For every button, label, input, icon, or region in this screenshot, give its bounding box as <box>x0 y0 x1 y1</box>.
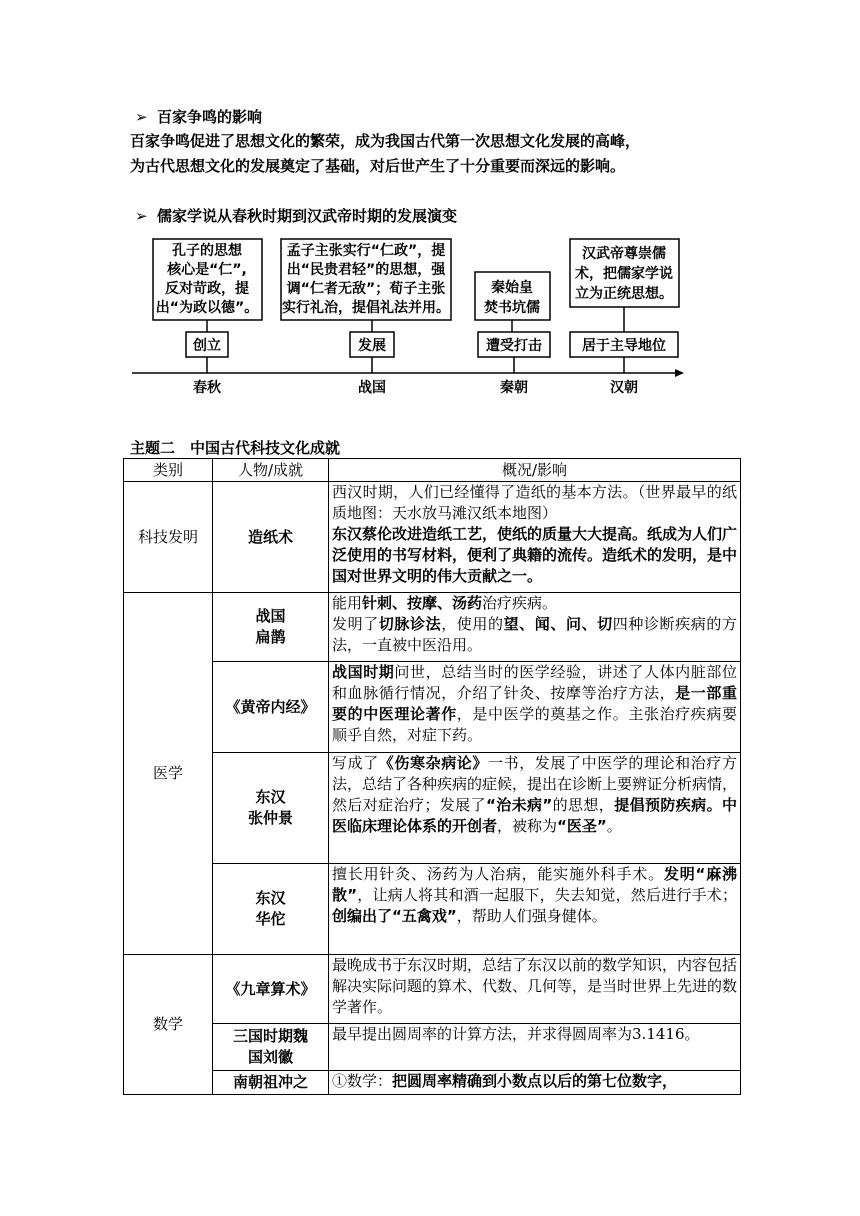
note-text: 出“民贵君轻”的思想，强 <box>286 262 446 278</box>
desc-text: 一书，发展了中医学的理论和治疗方法，总结了各种疾病的症候，提出在诊断上要辨证分析病情，然后对症治疗；发展了 <box>332 754 738 814</box>
item-line: 东汉 <box>255 889 286 907</box>
desc-bold-text: 针刺、按摩、汤药 <box>362 594 483 612</box>
item-line: 华佗 <box>255 910 286 928</box>
item-line: 张仲景 <box>247 809 293 827</box>
note-text: 焚书坑儒 <box>484 300 540 316</box>
table-row <box>124 753 741 864</box>
desc-bold-text: “治未病” <box>485 796 553 814</box>
table-row <box>124 593 741 662</box>
bullet-heading-evolution <box>135 205 457 226</box>
note-text: 出“为政以德”。 <box>155 300 259 316</box>
table-header-row <box>124 459 741 482</box>
header-cell: 人物/成就 <box>213 459 329 482</box>
influence-paragraph <box>130 129 750 179</box>
desc-bold-text: 创编出了“五禽戏” <box>332 907 457 925</box>
item-cell: 《九章算术》 <box>213 955 329 1024</box>
desc-text: 擅长用针灸、汤药为人治病，能实施外科手术。 <box>332 865 664 883</box>
category-cell: 数学 <box>124 955 213 1095</box>
item-cell <box>213 753 329 864</box>
desc-text: 写成了 <box>332 754 379 772</box>
note-text: 孔子的思想 <box>172 243 242 259</box>
item-line: 战国 <box>255 607 286 625</box>
category-cell: 科技发明 <box>124 482 213 593</box>
desc-bold-text: 切脉诊法 <box>378 615 442 633</box>
arrow-bullet-icon: ➢ <box>135 108 148 126</box>
item-line: 三国时期魏 <box>232 1027 308 1045</box>
desc-bold-text: “医圣” <box>557 817 607 835</box>
bullet-heading-influence <box>135 106 262 127</box>
desc-text: ，帮助人们强身健体。 <box>456 907 607 925</box>
period-label: 春秋 <box>193 380 221 396</box>
desc-text: 能用 <box>332 594 363 612</box>
item-cell: 造纸术 <box>213 482 329 593</box>
category-cell: 医学 <box>124 593 213 955</box>
desc-bold-text: 发明“麻沸散” <box>332 865 738 904</box>
bullet-heading-text: 儒家学说从春秋时期到汉武帝时期的发展演变 <box>157 207 458 225</box>
table-row <box>124 1071 741 1095</box>
description-cell: 最晚成书于东汉时期，总结了东汉以前的数学知识，内容包括解决实际问题的算术、代数、几何等，是当时世界上先进的数学著作。 <box>329 955 741 1024</box>
table-row <box>124 482 741 593</box>
confucianism-timeline-diagram <box>130 232 690 397</box>
description-cell <box>329 662 741 753</box>
stage-label: 遭受打击 <box>486 338 542 354</box>
table-row <box>124 1024 741 1071</box>
item-cell <box>213 1024 329 1071</box>
table-row <box>124 955 741 1024</box>
desc-text: ，是中医学的奠基之作。主张治疗疾病要顺乎自然，对症下药。 <box>332 705 737 744</box>
desc-text: 西汉时期，人们已经懂得了造纸的基本方法。（世界最早的纸质地图：天水放马滩汉纸本地图） <box>332 483 737 522</box>
header-cell: 类别 <box>124 459 213 482</box>
item-line: 东汉 <box>255 788 286 806</box>
description-cell <box>329 1071 741 1095</box>
stage-label: 创立 <box>193 338 221 354</box>
description-cell: 最早提出圆周率的计算方法，并求得圆周率为3.1416。 <box>329 1024 741 1071</box>
note-text: 核心是“仁”, <box>167 262 247 278</box>
desc-bold-text: 东汉蔡伦改进造纸工艺，使纸的质量大大提高。纸成为人们广泛使用的书写材料，便利了典籍的流传。造纸术的发明，是中国对世界文明的伟大贡献之一。 <box>332 525 738 585</box>
period-label: 战国 <box>358 380 386 396</box>
table-row <box>124 864 741 955</box>
period-label: 汉朝 <box>610 380 638 396</box>
desc-bold-text: 战国时期 <box>332 663 395 681</box>
description-cell <box>329 482 741 593</box>
description-cell <box>329 864 741 955</box>
desc-text: 治疗疾病。 <box>482 594 558 612</box>
topic-heading: 主题二 中国古代科技文化成就 <box>130 439 341 457</box>
description-cell <box>329 753 741 864</box>
arrow-bullet-icon: ➢ <box>135 207 148 225</box>
desc-bold-text: 是一部重要的中医理论著作 <box>332 684 737 723</box>
desc-text: 发明了 <box>332 615 379 633</box>
desc-text: 四种诊断疾病的方法，一直被中医沿用。 <box>332 615 737 654</box>
desc-text: ①数学： <box>332 1072 393 1090</box>
paragraph-line: 百家争鸣促进了思想文化的繁荣，成为我国古代第一次思想文化发展的高峰， <box>130 132 641 150</box>
note-text: 立为正统思想。 <box>575 286 673 302</box>
desc-bold-text: 把圆周率精确到小数点以后的第七位数字， <box>392 1072 678 1090</box>
note-text: 汉武帝尊崇儒 <box>582 246 666 262</box>
item-cell: 南朝祖冲之 <box>213 1071 329 1095</box>
note-text: 实行礼治，提倡礼法并用。 <box>282 300 450 316</box>
header-cell: 概况/影响 <box>329 459 741 482</box>
desc-text: ，使用的 <box>441 615 504 633</box>
item-line: 扁鹊 <box>255 628 286 646</box>
item-cell: 《黄帝内经》 <box>213 662 329 753</box>
stage-label: 发展 <box>358 338 386 354</box>
paragraph-line: 为古代思想文化的发展奠定了基础，对后世产生了十分重要而深远的影响。 <box>130 157 626 175</box>
timeline-arrowhead-icon <box>675 369 684 377</box>
note-text: 秦始皇 <box>491 280 533 296</box>
desc-text: ，让病人将其和酒一起服下，失去知觉，然后进行手术； <box>357 886 737 904</box>
item-cell <box>213 593 329 662</box>
item-cell <box>213 864 329 955</box>
note-text: 调“仁者无敌”；荀子主张 <box>286 281 446 297</box>
desc-text: 问世，总结当时的医学经验，讲述了人体内脏部位和血脉循行情况，介绍了针灸、按摩等治疗方法， <box>332 663 737 702</box>
table-row <box>124 662 741 753</box>
description-cell <box>329 593 741 662</box>
desc-bold-text: 望、闻、问、切 <box>503 615 613 633</box>
bullet-heading-text: 百家争鸣的影响 <box>157 108 263 126</box>
desc-text: 的思想， <box>552 796 615 814</box>
item-line: 国刘徽 <box>247 1048 293 1066</box>
achievements-table <box>123 458 741 1095</box>
desc-bold-text: 《伤寒杂病论》 <box>378 754 488 772</box>
desc-bold-text: 提倡预防疾病。中医临床理论体系的开创者 <box>332 796 737 835</box>
note-text: 孟子主张实行“仁政”，提 <box>286 243 446 259</box>
stage-label: 居于主导地位 <box>582 338 666 354</box>
desc-text: 。 <box>606 817 622 835</box>
desc-text: ，被称为 <box>497 817 558 835</box>
note-text: 术，把儒家学说 <box>575 266 673 282</box>
period-label: 秦朝 <box>500 380 528 396</box>
note-text: 反对苛政，提 <box>165 281 249 297</box>
